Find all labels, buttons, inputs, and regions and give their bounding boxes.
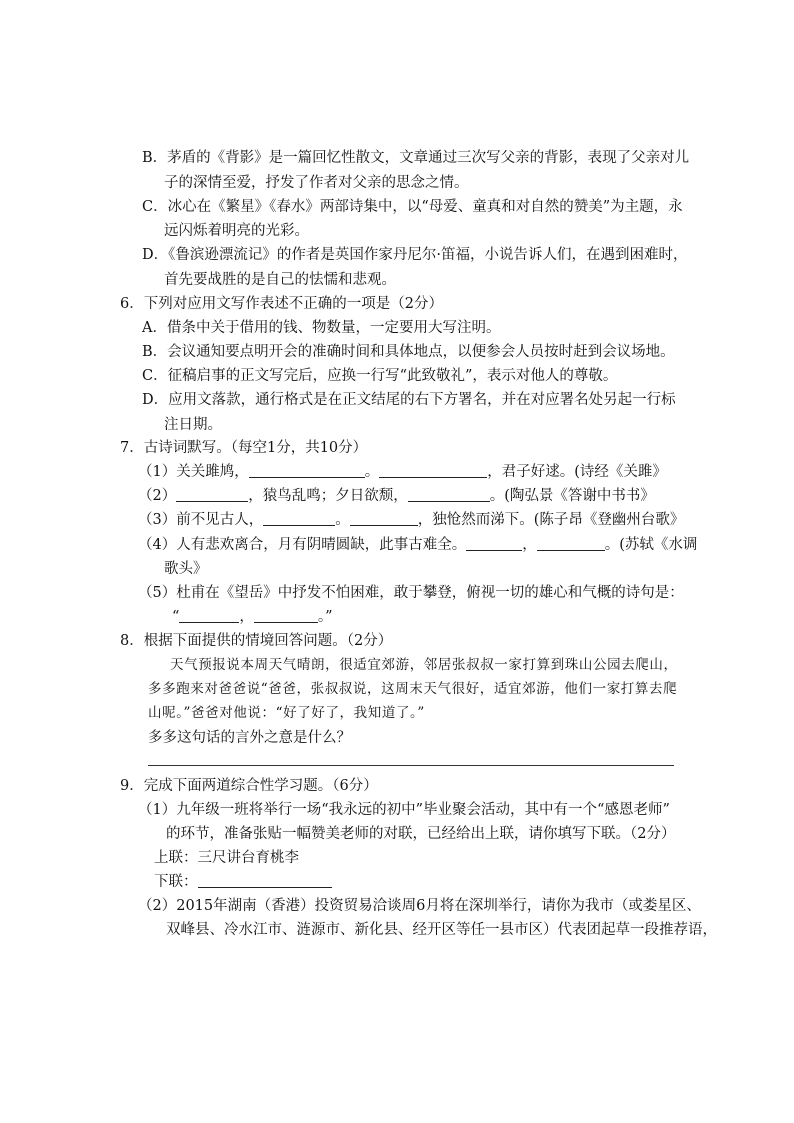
q5-option-b-cont: 子的深情至爱，抒发了作者对父亲的思念之情。 — [164, 175, 469, 191]
answer-line[interactable] — [148, 765, 674, 766]
q6-option-b: B．会议通知要点明开会的准确时间和具体地点，以便参会人员按时赶到会议场地。 — [142, 344, 675, 360]
blank-field[interactable] — [350, 510, 418, 526]
q9-sub-2: （2）2015年湖南（香港）投资贸易洽谈周6月将在深圳举行，请你为我市（或娄星区、 — [138, 898, 701, 914]
q6-option-d-cont: 注日期。 — [164, 417, 222, 433]
couplet-upper: 上联：三尺讲台育桃李 — [154, 850, 299, 866]
q6-option-a: A．借条中关于借用的钱、物数量，一定要用大写注明。 — [142, 320, 501, 336]
couplet-lower — [154, 872, 332, 892]
q5-option-d: D．《鲁滨逊漂流记》的作者是英国作家丹尼尔·笛福，小说告诉人们，在遇到困难时， — [142, 247, 688, 263]
blank-field[interactable] — [179, 607, 239, 623]
q7-item-1-text-b: 。 — [364, 464, 380, 480]
blank-field[interactable] — [254, 607, 318, 623]
q5-option-b: B．茅盾的《背影》是一篇回忆性散文，文章通过三次写父亲的背影，表现了父亲对儿 — [142, 150, 690, 166]
q8-stem: 8．根据下面提供的情境回答问题。（2分） — [120, 633, 393, 649]
blank-field[interactable] — [379, 462, 487, 478]
q5-option-d-cont: 首先要战胜的是自己的怯懦和悲观。 — [164, 272, 396, 288]
q7-item-3-text-b: 。 — [335, 512, 350, 528]
q7-item-2-text-b: ，猿鸟乱鸣；夕日欲颓， — [248, 488, 408, 504]
q9-sub-2-cont: 双峰县、冷水江市、涟源市、新化县、经开区等任一县市区）代表团起草一段推荐语， — [166, 922, 717, 938]
q6-option-d: D．应用文落款，通行格式是在正文结尾的右下方署名，并在对应署名处另起一行标 — [142, 392, 676, 408]
q6-option-c: C．征稿启事的正文写完后，应换一行写“此致敬礼”，表示对他人的尊敬。 — [142, 368, 618, 384]
blank-field[interactable] — [408, 486, 490, 502]
q8-passage-line-3: 山呢。”爸爸对他说：“好了好了，我知道了。” — [148, 705, 425, 721]
q7-item-1-text-a: （1）关关雎鸠， — [138, 464, 249, 480]
q7-item-3-text-c: ，独怆然而涕下。(陈子昂《登幽州台歌》 — [417, 512, 685, 528]
q7-item-5-comma: ， — [239, 609, 254, 625]
q8-question: 多多这句话的言外之意是什么？ — [148, 730, 351, 746]
couplet-lower-blank[interactable] — [198, 872, 332, 888]
q7-item-4-text-c: 。(苏轼《水调 — [604, 537, 698, 553]
q6-stem: 6．下列对应用文写作表述不正确的一项是（2分） — [120, 296, 443, 312]
q7-item-2-text-a: （2） — [138, 488, 177, 504]
blank-field[interactable] — [263, 510, 335, 526]
blank-field[interactable] — [176, 486, 248, 502]
q9-sub-1-cont: 的环节，准备张贴一幅赞美老师的对联，已经给出上联，请你填写下联。（2分） — [166, 826, 676, 842]
blank-field[interactable] — [249, 462, 365, 478]
q7-item-4 — [138, 535, 697, 555]
q8-passage-line-2: 多多跑来对爸爸说“爸爸，张叔叔说，这周末天气很好，适宜郊游，他们一家打算去爬 — [148, 681, 678, 697]
q7-item-4-text-b: ， — [522, 537, 537, 553]
q7-item-5-quote-close: 。” — [317, 609, 333, 625]
q7-item-1 — [138, 462, 667, 482]
q7-item-3 — [138, 510, 684, 530]
q7-item-2-text-c: 。(陶弘景《答谢中书书》 — [489, 488, 655, 504]
q7-stem: 7．古诗词默写。（每空1分，共10分） — [120, 440, 368, 456]
q7-item-5: （5）杜甫在《望岳》中抒发不怕困难，敢于攀登，俯视一切的雄心和气概的诗句是： — [138, 585, 684, 601]
q7-item-1-text-c: ，君子好逑。(诗经《关雎》 — [487, 464, 667, 480]
blank-field[interactable] — [466, 535, 522, 551]
couplet-lower-label: 下联： — [154, 874, 198, 890]
q5-option-c-cont: 远闪烁着明亮的光彩。 — [164, 223, 309, 239]
q5-option-c: C．冰心在《繁星》《春水》两部诗集中，以“母爱、童真和对自然的赞美”为主题，永 — [142, 199, 683, 215]
q9-stem: 9．完成下面两道综合性学习题。（6分） — [120, 778, 378, 794]
q7-item-4-cont: 歌头》 — [164, 561, 208, 577]
q7-item-5-blanks — [172, 607, 333, 627]
q8-passage-line-1: 天气预报说本周天气晴朗，很适宜郊游，邻居张叔叔一家打算到珠山公园去爬山， — [170, 657, 678, 673]
q7-item-2 — [138, 486, 655, 506]
q9-sub-1: （1）九年级一班将举行一场“我永远的初中”毕业聚会活动，其中有一个“感恩老师” — [138, 802, 670, 818]
q7-item-4-text-a: （4）人有悲欢离合，月有阴晴圆缺，此事古难全。 — [138, 537, 467, 553]
q7-item-5-quote-open: “ — [172, 609, 180, 625]
q7-item-3-text-a: （3）前不见古人， — [138, 512, 264, 528]
blank-field[interactable] — [537, 535, 605, 551]
